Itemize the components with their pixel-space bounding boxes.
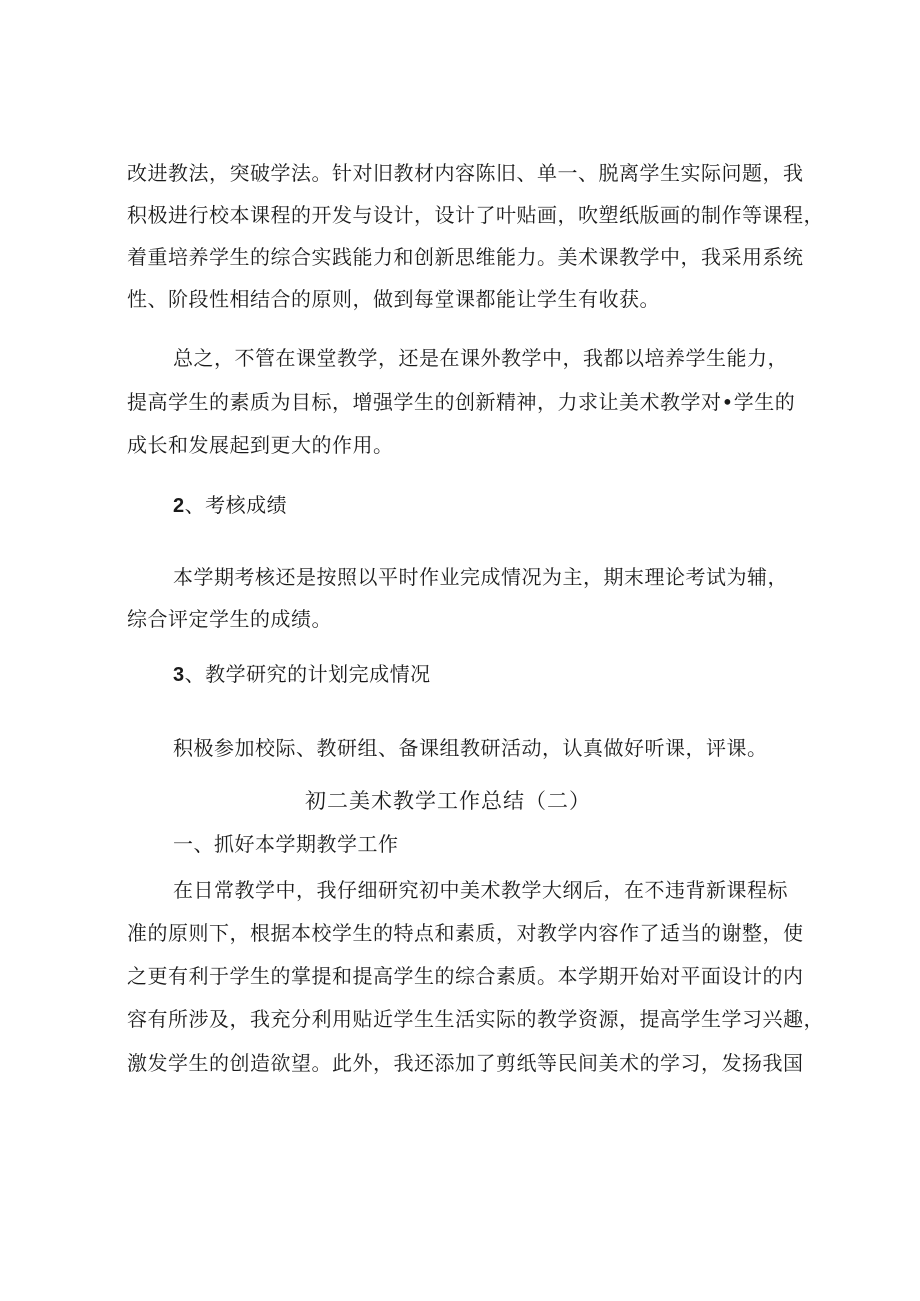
- paragraph-2-line-1: 总之，不管在课堂教学，还是在课外教学中，我都以培养学生能力，: [173, 346, 788, 370]
- paragraph-3-line-1: 本学期考核还是按照以平时作业完成情况为主，期末理论考试为辅，: [173, 565, 788, 589]
- paragraph-1-line-2: 积极进行校本课程的开发与设计，设计了叶贴画，吹塑纸版画的制作等课程，: [127, 203, 824, 227]
- page-title: 初二美术教学工作总结（二）: [305, 789, 591, 813]
- paragraph-3-line-2: 综合评定学生的成绩。: [127, 607, 332, 631]
- paragraph-2-line-3: 成长和发展起到更大的作用。: [127, 433, 394, 457]
- paragraph-2-line-2: 提高学生的素质为目标，增强学生的创新精神，力求让美术教学对•学生的: [127, 390, 796, 414]
- paragraph-5-line-5: 激发学生的创造欲望。此外，我还添加了剪纸等民间美术的学习，发扬我国: [127, 1051, 804, 1075]
- section-heading-1: 一、抓好本学期教学工作: [173, 832, 399, 856]
- paragraph-5-line-4: 容有所涉及，我充分利用贴近学生生活实际的教学资源，提高学生学习兴趣，: [127, 1007, 824, 1031]
- paragraph-1-line-1: 改进教法，突破学法。针对旧教材内容陈旧、单一、脱离学生实际问题，我: [127, 161, 804, 185]
- heading-research-text: 、教学研究的计划完成情况: [184, 662, 431, 686]
- heading-assessment-text: 、考核成绩: [184, 493, 288, 517]
- heading-research-number: 3: [173, 664, 185, 686]
- paragraph-1-line-4: 性、阶段性相结合的原则，做到每堂课都能让学生有收获。: [127, 287, 660, 311]
- paragraph-5-line-1: 在日常教学中，我仔细研究初中美术教学大纲后，在不违背新课程标: [173, 878, 788, 902]
- paragraph-1-line-3: 着重培养学生的综合实践能力和创新思维能力。美术课教学中，我采用系统: [127, 245, 804, 269]
- paragraph-4-line-1: 积极参加校际、教研组、备课组教研活动，认真做好听课，评课。: [173, 736, 768, 760]
- heading-assessment-number: 2: [173, 495, 185, 517]
- heading-research: [173, 660, 431, 689]
- paragraph-5-line-3: 之更有利于学生的掌提和提高学生的综合素质。本学期开始对平面设计的内: [127, 964, 804, 988]
- heading-assessment: [173, 491, 287, 520]
- paragraph-5-line-2: 准的原则下，根据本校学生的特点和素质，对教学内容作了适当的谢整，使: [127, 921, 804, 945]
